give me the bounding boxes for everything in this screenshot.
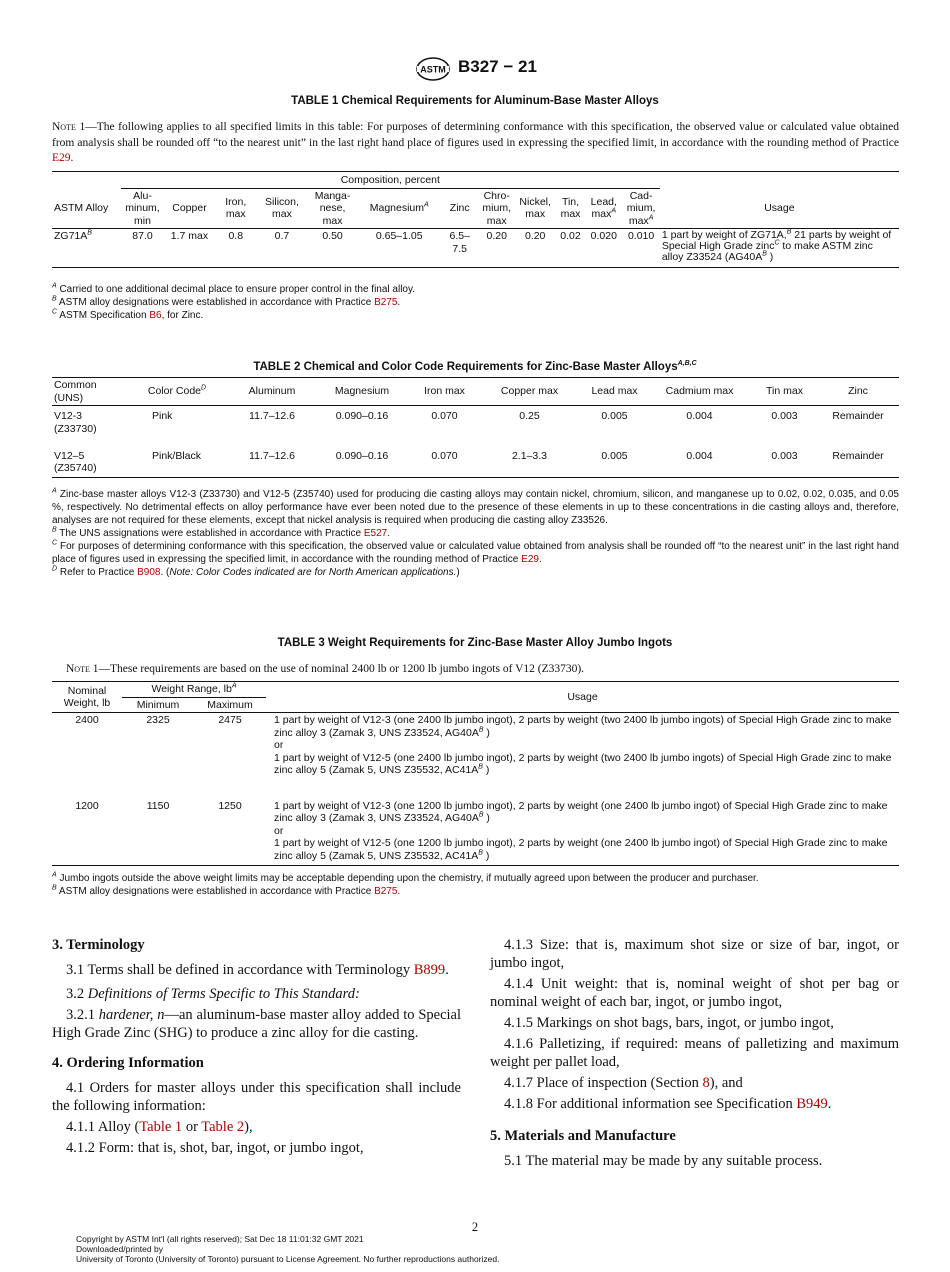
t1-h-chromium: Chro- mium, max (482, 189, 511, 227)
section-5-title: 5. Materials and Manufacture (490, 1128, 676, 1144)
t1-h-silicon: Silicon, max (265, 195, 299, 221)
t3-h-maximum: Maximum (207, 698, 253, 711)
t2-h-magnesium: Magnesium (334, 385, 390, 398)
t2-h-cadmium: Cadmium max (665, 385, 734, 398)
page-number: 2 (471, 1220, 479, 1234)
t1-h-alloy: ASTM Alloy (54, 201, 109, 214)
t2-h-aluminum: Aluminum (248, 385, 296, 398)
t2-h-lead: Lead max (591, 385, 638, 398)
table1-group-header: Composition, percent (121, 172, 660, 189)
table-row: V12–5 (Z35740) Pink/Black 11.7–12.6 0.090–0.16 0.070 2.1–3.3 0.005 0.004 0.003 Remainder (52, 446, 899, 478)
t2-h-color: Color Code$^D$ (147, 384, 207, 398)
t1-h-zinc: Zinc (449, 202, 470, 214)
link-e29[interactable]: E29 (521, 554, 539, 565)
astm-logo (413, 56, 453, 82)
link-table-1[interactable]: Table 1 (139, 1119, 183, 1135)
table3-title: TABLE 3 Weight Requirements for Zinc-Base Master Alloy Jumbo Ingots (277, 637, 673, 649)
t1-h-lead: Lead, $\max^A$ (590, 195, 617, 221)
para-4-1: 4.1 Orders for master alloys under this specification shall include the following information: (52, 1080, 461, 1114)
table2-footnotes: $^A$ Zinc-base master alloys V12-3 (Z33730) and V12-5 (Z35740) used for producing die casting alloys may contain nickel, chromium, silicon, and manganese up to 0.02, 0.02, 0.035, and 0.05 %, respectively. No detrimental effects on alloy performance have ever been noted due to the presence of these elements in up to these concentrations in die casting alloys and, therefore, analyses are not required for these elements, except that nickel analysis is required when producing die casting alloy Z33526. $^B$ The UNS assignations were established in accordance with Practice E527. $^C$ For purposes of determining conformance with this specification, the observed value or calculated value obtained from analysis shall be rounded off “to the nearest unit” in the last right hand place of figures used in expressing the specified limit, in accordance with the rounding method of Practice E29. $^D$ Refer to Practice B908. (Note: Color Codes indicated are for North American applications.) (52, 487, 899, 578)
t2-h-iron: Iron max (424, 385, 465, 398)
table1 (52, 171, 899, 268)
t3-h-range: Weight Range, $lb^A$ (122, 682, 266, 698)
t2-h-copper: Copper max (500, 385, 559, 398)
para-3-2: 3.2 Definitions of Terms Specific to This Standard: (66, 986, 360, 1002)
t1-h-aluminum: Alu- minum, min (125, 189, 160, 227)
t1-h-usage: Usage (764, 201, 795, 214)
copyright-footer: Copyright by ASTM Int'l (all rights reserved); Sat Dec 18 11:01:32 GMT 2021 Downloaded/printed by University of Toronto (University of Toronto) pursuant to License Agreement. No further reproductions authorized. (76, 1234, 500, 1264)
table-row: V12-3 (Z33730) Pink 11.7–12.6 0.090–0.16 0.070 0.25 0.005 0.004 0.003 Remainder (54, 410, 884, 435)
section-4-title: 4. Ordering Information (52, 1055, 204, 1071)
t3-h-minimum: Minimum (136, 698, 180, 711)
table3-footnotes: $^A$ Jumbo ingots outside the above weight limits may be acceptable depending upon the chemistry, if mutually agreed upon between the producer and purchaser. $^B$ ASTM alloy designations were established in accordance with Practice B275. (52, 871, 759, 897)
section-3-title: 3. Terminology (52, 937, 145, 953)
para-4-1-4: 4.1.4 Unit weight: that is, nominal weight of shot per bag or nominal weight of each bar, ingot, or jumbo ingot, (490, 976, 899, 1010)
para-4-1-3: 4.1.3 Size: that is, maximum shot size or size of bar, ingot, or jumbo ingot, (490, 937, 899, 971)
link-e527[interactable]: E527 (363, 528, 388, 539)
t1-usage-cell: 1 part by weight of ZG71A,$^B$ 21 parts by weight of Special High Grade zinc$^C$ to make ASTM zinc alloy Z33524 ($AG40A^B$ ) (661, 228, 892, 263)
link-section-8[interactable]: 8 (702, 1075, 710, 1091)
para-4-1-8: 4.1.8 For additional information see Specification B949. (504, 1096, 832, 1112)
table3-note: Note 1—These requirements are based on the use of nominal 2400 lb or 1200 lb jumbo ingots of V12 (Z33730). (66, 663, 585, 675)
link-b899[interactable]: B899 (413, 962, 446, 978)
link-table-2[interactable]: Table 2 (201, 1119, 245, 1135)
t3-h-nominal: Nominal Weight, lb (63, 684, 111, 709)
page-header (0, 56, 950, 84)
link-b908[interactable]: B908 (137, 567, 161, 578)
t1-h-copper: Copper (172, 202, 207, 214)
t2-h-tin: Tin max (766, 385, 803, 398)
link-b275[interactable]: B275 (374, 297, 398, 308)
table1-title: TABLE 1 Chemical Requirements for Aluminum-Base Master Alloys (291, 95, 659, 107)
para-5-1: 5.1 The material may be made by any suitable process. (504, 1153, 823, 1169)
table-row: 2400 2325 2475 1 part by weight of V12-3 (one 2400 lb jumbo ingot), 2 parts by weight (two 2400 lb jumbo ingots) of Special High Grade zinc to make zinc alloy 3 (Zamak 3, UNS Z33524, $AG40A^B$ ) or 1 part by weight of V12-5 (one 2400 lb jumbo ingot), 2 parts by weight (two 2400 lb jumbo ingots) of Special High Grade zinc to make zinc alloy 5 (Zamak 5, UNS Z35532, $AC41A^B$ ) (75, 714, 892, 776)
svg-text:ASTM: ASTM (420, 64, 446, 75)
link-e29[interactable]: E29 (52, 152, 71, 164)
table2-title: TABLE 2 Chemical and Color Code Requirements for Zinc-Base Master Alloys$^{A,B,C}$ (253, 360, 697, 373)
left-column (52, 936, 461, 1160)
t1-h-cadmium: Cad- mium, $\max^A$ (626, 189, 656, 227)
link-b275[interactable]: B275 (374, 886, 398, 897)
para-4-1-7: 4.1.7 Place of inspection (Section 8), and (504, 1075, 743, 1091)
t1-h-nickel: Nickel, max (519, 195, 551, 221)
para-3-1: 3.1 Terms shall be defined in accordance with Terminology B899. (66, 962, 449, 978)
table1-footnotes: $^A$ Carried to one additional decimal place to ensure proper control in the final alloy. $^B$ ASTM alloy designations were established in accordance with Practice B275. $^C$ ASTM Specification B6, for Zinc. (52, 282, 416, 321)
t1-h-iron: Iron, max (225, 195, 247, 221)
right-column (490, 936, 899, 1173)
para-4-1-5: 4.1.5 Markings on shot bags, bars, ingot, or jumbo ingot, (504, 1015, 834, 1031)
table-row: 1200 1150 1250 1 part by weight of V12-3 (one 1200 lb jumbo ingot), 2 parts by weight (one 2400 lb jumbo ingot) of Special High Grade zinc to make zinc alloy 3 (Zamak 3, UNS Z33524, $AG40A^B$ ) or 1 part by weight of V12-5 (one 1200 lb jumbo ingot), 2 parts by weight (one 2400 lb jumbo ingot) of Special High Grade zinc to make zinc alloy 5 (Zamak 5, UNS Z35532, $AC41A^B$ ) (52, 799, 899, 866)
table3 (52, 681, 899, 866)
t2-h-zinc: Zinc (848, 385, 868, 398)
table-row: $ZG71A^B$ 87.0 1.7 max 0.8 0.7 0.50 0.65–1.05 6.5–7.5 0.20 0.20 0.02 0.020 0.010 1 part by weight of ZG71A,$^B$ 21 parts by weight of Special High Grade zinc$^C$ to make ASTM zinc alloy Z33524 ($AG40A^B$ ) (52, 229, 899, 268)
t3-h-usage: Usage (567, 690, 598, 703)
t1-h-tin: Tin, max (560, 195, 581, 221)
para-3-2-1: 3.2.1 hardener, n—an aluminum-base master alloy added to Special High Grade Zinc (SHG) to produce a zinc alloy for die casting. (52, 1007, 462, 1041)
table1-note: Note 1—The following applies to all specified limits in this table: For purposes of determining conformance with this specification, the observed value or calculated value obtained from analysis shall be rounded off “to the nearest unit” in the last right hand place of figures used in expressing the specified limit, in accordance with the rounding method of Practice E29. (52, 121, 900, 164)
t2-h-common: Common (UNS) (54, 379, 97, 404)
para-4-1-2: 4.1.2 Form: that is, shot, bar, ingot, or jumbo ingot, (66, 1140, 364, 1156)
document-designation: B327 − 21 (458, 57, 537, 76)
link-b949[interactable]: B949 (796, 1096, 828, 1112)
table2 (52, 377, 899, 478)
t1-h-magnesium: Magnesium$^A$ (369, 201, 429, 214)
para-4-1-1: 4.1.1 Alloy (Table 1 or Table 2), (66, 1119, 253, 1135)
link-b6[interactable]: B6 (149, 310, 162, 321)
t1-h-manganese: Manga- nese, max (314, 189, 351, 227)
para-4-1-6: 4.1.6 Palletizing, if required: means of palletizing and maximum weight per pallet load, (490, 1036, 899, 1070)
